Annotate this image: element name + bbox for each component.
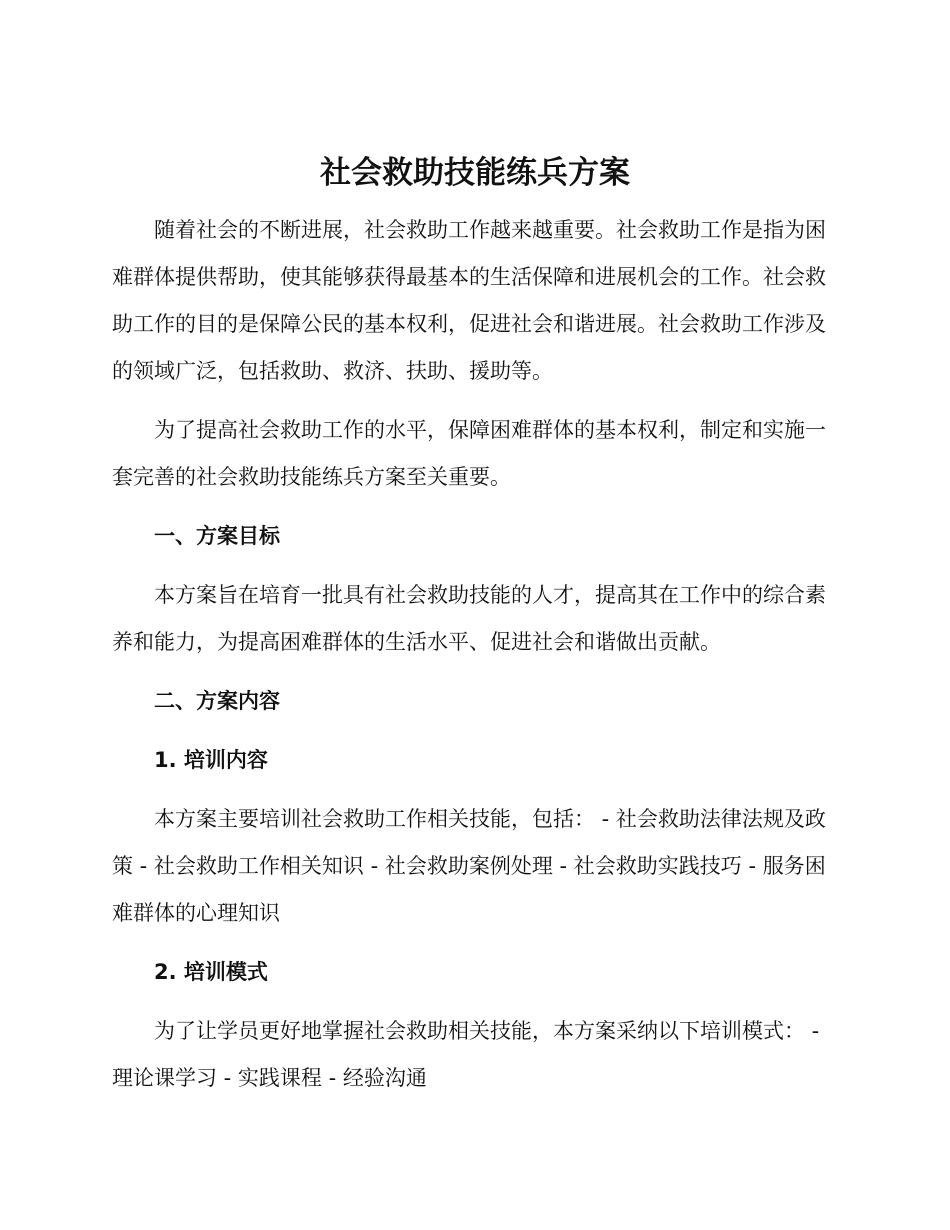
document-body [112, 147, 838, 1114]
goal-paragraph: 本方案旨在培育一批具有社会救助技能的人才，提高其在工作中的综合素养和能力，为提高困难群体的生活水平、促进社会和谐做出贡献。 [112, 583, 826, 654]
intro-paragraph-1: 随着社会的不断进展，社会救助工作越来越重要。社会救助工作是指为困难群体提供帮助，使其能够获得最基本的生活保障和进展机会的工作。社会救助工作的目的是保障公民的基本权利，促进社会和谐进展。社会救助工作涉及的领域广泛，包括救助、救济、扶助、援助等。 [112, 218, 826, 383]
training-content-paragraph: 本方案主要培训社会救助工作相关技能，包括： - 社会救助法律法规及政策 - 社会救助工作相关知识 - 社会救助案例处理 - 社会救助实践技巧 - 服务困难群体的心理知识 [112, 807, 826, 925]
training-mode-paragraph: 为了让学员更好地掌握社会救助相关技能，本方案采纳以下培训模式： - 理论课学习 - 实践课程 - 经验沟通 [112, 1019, 820, 1090]
section-heading-content: 二、方案内容 [154, 689, 280, 713]
intro-paragraph-2: 为了提高社会救助工作的水平，保障困难群体的基本权利，制定和实施一套完善的社会救助技能练兵方案至关重要。 [112, 418, 826, 489]
document-title: 社会救助技能练兵方案 [320, 155, 630, 191]
section-heading-goal: 一、方案目标 [154, 524, 280, 548]
subsection-heading-training-content: 1. 培训内容 [154, 748, 268, 772]
subsection-heading-training-mode: 2. 培训模式 [154, 960, 268, 984]
